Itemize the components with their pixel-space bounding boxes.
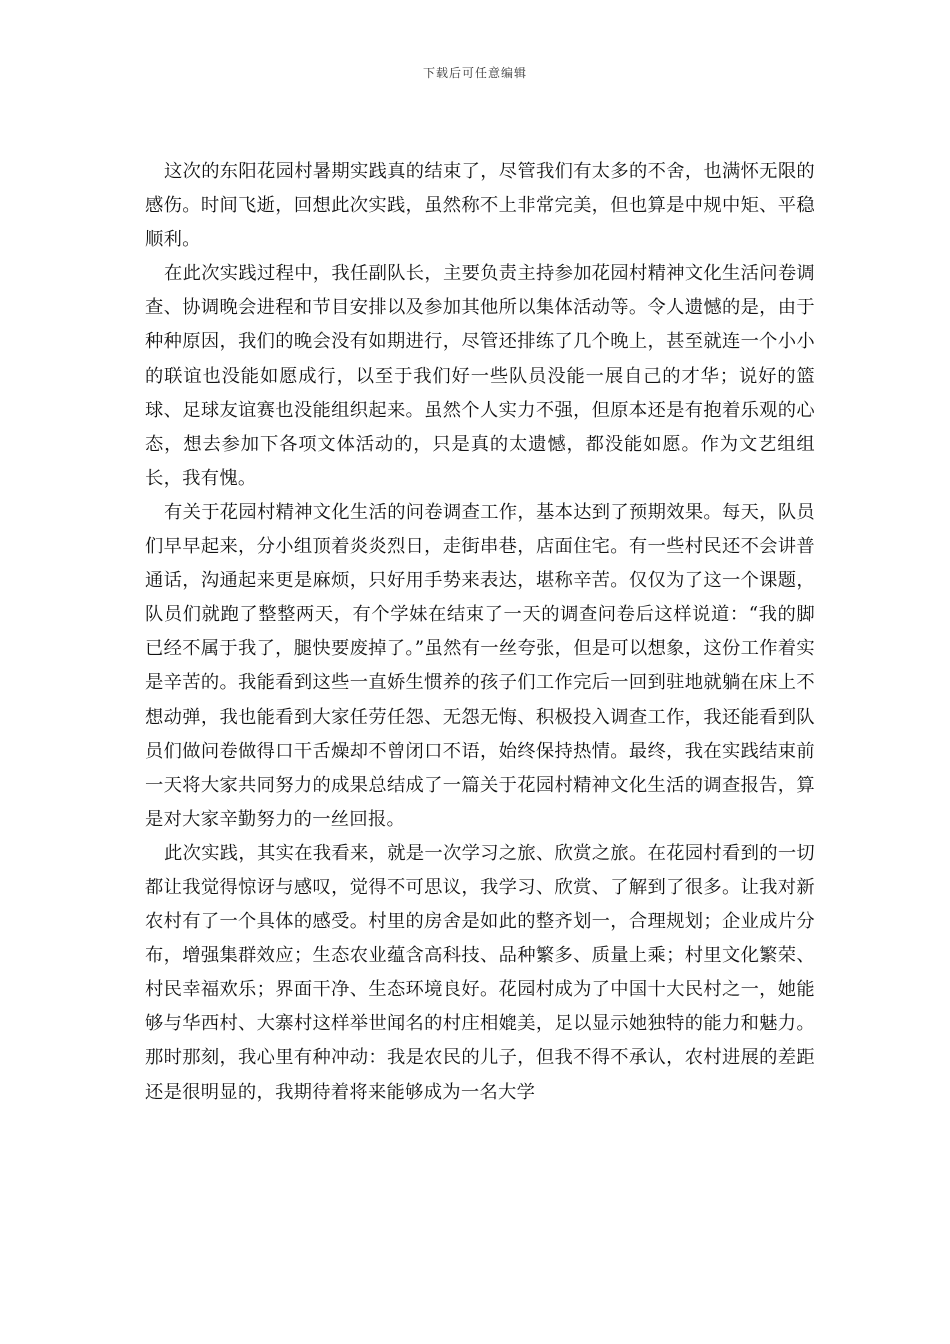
page-header-watermark: 下载后可任意编辑 (422, 66, 527, 80)
paragraph-1: 这次的东阳花园村暑期实践真的结束了，尽管我们有太多的不舍，也满怀无限的感伤。时间飞逝，回想此次实践，虽然称不上非常完美，但也算是中规中矩、平稳顺利。 (145, 161, 815, 251)
paragraph-2: 在此次实践过程中，我任副队长，主要负责主持参加花园村精神文化生活问卷调查、协调晚会进程和节目安排以及参加其他所以集体活动等。令人遗憾的是，由于种种原因，我们的晚会没有如期进行，尽管还排练了几个晚上，甚至就连一个小小的联谊也没能如愿成行，以至于我们好一些队员没能一展自己的才华；说好的篮球、足球友谊赛也没能组织起来。虽然个人实力不强，但原本还是有抱着乐观的心态，想去参加下各项文体活动的，只是真的太遗憾，都没能如愿。作为文艺组组长，我有愧。 (145, 263, 815, 489)
paragraph-3: 有关于花园村精神文化生活的问卷调查工作，基本达到了预期效果。每天，队员们早早起来，分小组顶着炎炎烈日，走街串巷，店面住宅。有一些村民还不会讲普通话，沟通起来更是麻烦，只好用手势来表达，堪称辛苦。仅仅为了这一个课题，队员们就跑了整整两天，有个学妹在结束了一天的调查问卷后这样说道：“我的脚已经不属于我了，腿快要废掉了。”虽然有一丝夸张，但是可以想象，这份工作着实是辛苦的。我能看到这些一直娇生惯养的孩子们工作完后一回到驻地就躺在床上不想动弹，我也能看到大家任劳任怨、无怨无悔、积极投入调查工作，我还能看到队员们做问卷做得口干舌燥却不曾闭口不语，始终保持热情。最终，我在实践结束前一天将大家共同努力的成果总结成了一篇关于花园村精神文化生活的调查报告，算是对大家辛勤努力的一丝回报。 (145, 501, 815, 830)
paragraph-4: 此次实践，其实在我看来，就是一次学习之旅、欣赏之旅。在花园村看到的一切都让我觉得惊讶与感叹，觉得不可思议，我学习、欣赏、了解到了很多。让我对新农村有了一个具体的感受。村里的房舍是如此的整齐划一，合理规划；企业成片分布，增强集群效应；生态农业蕴含高科技、品种繁多、质量上乘；村里文化繁荣、村民幸福欢乐；界面干净、生态环境良好。花园村成为了中国十大民村之一，她能够与华西村、大寨村这样举世闻名的村庄相媲美，足以显示她独特的能力和魅力。那时那刻，我心里有种冲动：我是农民的儿子，但我不得不承认，农村进展的差距还是很明显的，我期待着将来能够成为一名大学 (145, 842, 815, 1103)
document-body (145, 155, 815, 1110)
